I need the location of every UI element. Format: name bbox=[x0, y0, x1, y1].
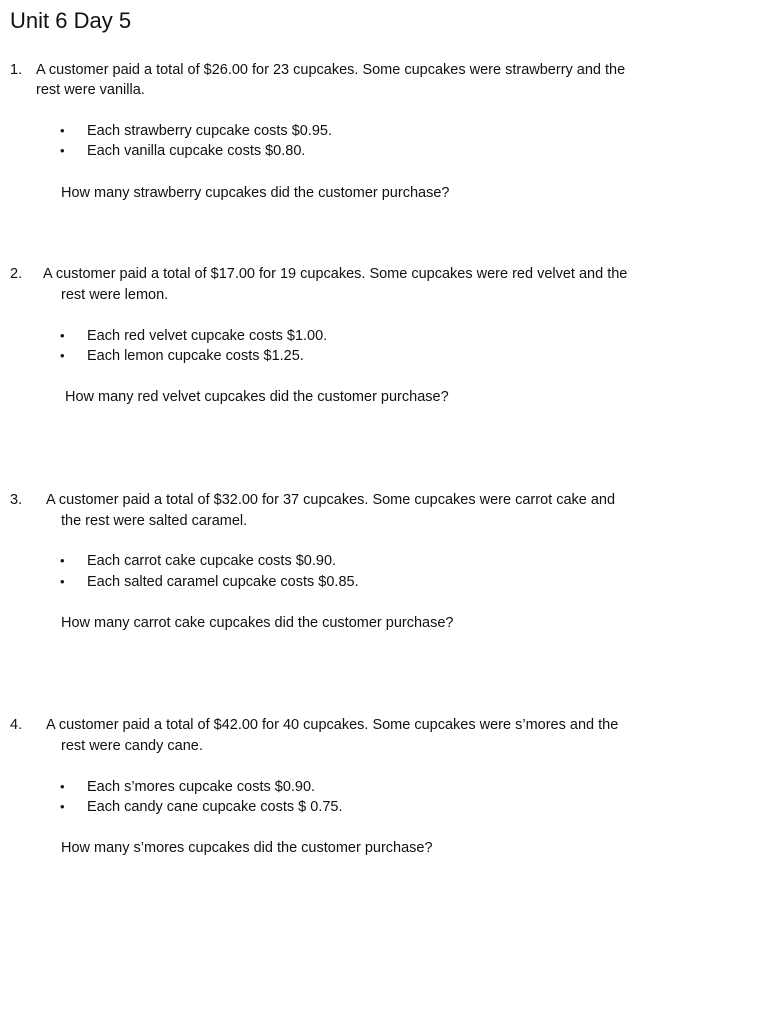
bullet-marker: • bbox=[60, 779, 65, 794]
problem-statement-line-2: rest were lemon. bbox=[61, 287, 169, 303]
bullet-item: Each strawberry cupcake costs $0.95. bbox=[87, 123, 333, 139]
bullet-item: Each vanilla cupcake costs $0.80. bbox=[87, 143, 306, 159]
problem-statement-line-2: the rest were salted caramel. bbox=[61, 513, 248, 529]
page-title: Unit 6 Day 5 bbox=[10, 8, 132, 33]
problem-statement-line-1: A customer paid a total of $17.00 for 19 cupcakes. Some cupcakes were red velvet and the bbox=[43, 266, 628, 282]
bullet-marker: • bbox=[60, 123, 65, 138]
bullet-item: Each s’mores cupcake costs $0.90. bbox=[87, 779, 316, 795]
bullet-item: Each red velvet cupcake costs $1.00. bbox=[87, 328, 328, 344]
problem-question: How many strawberry cupcakes did the customer purchase? bbox=[61, 185, 450, 201]
bullet-marker: • bbox=[60, 553, 65, 568]
bullet-marker: • bbox=[60, 574, 65, 589]
problem-number: 2. bbox=[10, 266, 23, 282]
bullet-item: Each carrot cake cupcake costs $0.90. bbox=[87, 553, 337, 569]
problem-number: 4. bbox=[10, 717, 23, 733]
problem-question: How many red velvet cupcakes did the customer purchase? bbox=[65, 389, 449, 405]
problem-question: How many carrot cake cupcakes did the customer purchase? bbox=[61, 615, 454, 631]
bullet-item: Each candy cane cupcake costs $ 0.75. bbox=[87, 799, 343, 815]
bullet-marker: • bbox=[60, 328, 65, 343]
problem-statement-line-1: A customer paid a total of $26.00 for 23 cupcakes. Some cupcakes were strawberry and the bbox=[36, 62, 626, 78]
bullet-item: Each lemon cupcake costs $1.25. bbox=[87, 348, 304, 364]
problem-number: 3. bbox=[10, 492, 23, 508]
problem-statement-line-1: A customer paid a total of $32.00 for 37 cupcakes. Some cupcakes were carrot cake and bbox=[46, 492, 616, 508]
bullet-marker: • bbox=[60, 799, 65, 814]
bullet-marker: • bbox=[60, 348, 65, 363]
bullet-item: Each salted caramel cupcake costs $0.85. bbox=[87, 574, 359, 590]
bullet-marker: • bbox=[60, 143, 65, 158]
problem-statement-line-2: rest were vanilla. bbox=[36, 82, 145, 98]
problem-statement-line-1: A customer paid a total of $42.00 for 40 cupcakes. Some cupcakes were s’mores and the bbox=[46, 717, 619, 733]
problem-statement-line-2: rest were candy cane. bbox=[61, 738, 203, 754]
problem-question: How many s’mores cupcakes did the customer purchase? bbox=[61, 840, 433, 856]
problem-number: 1. bbox=[10, 62, 23, 78]
